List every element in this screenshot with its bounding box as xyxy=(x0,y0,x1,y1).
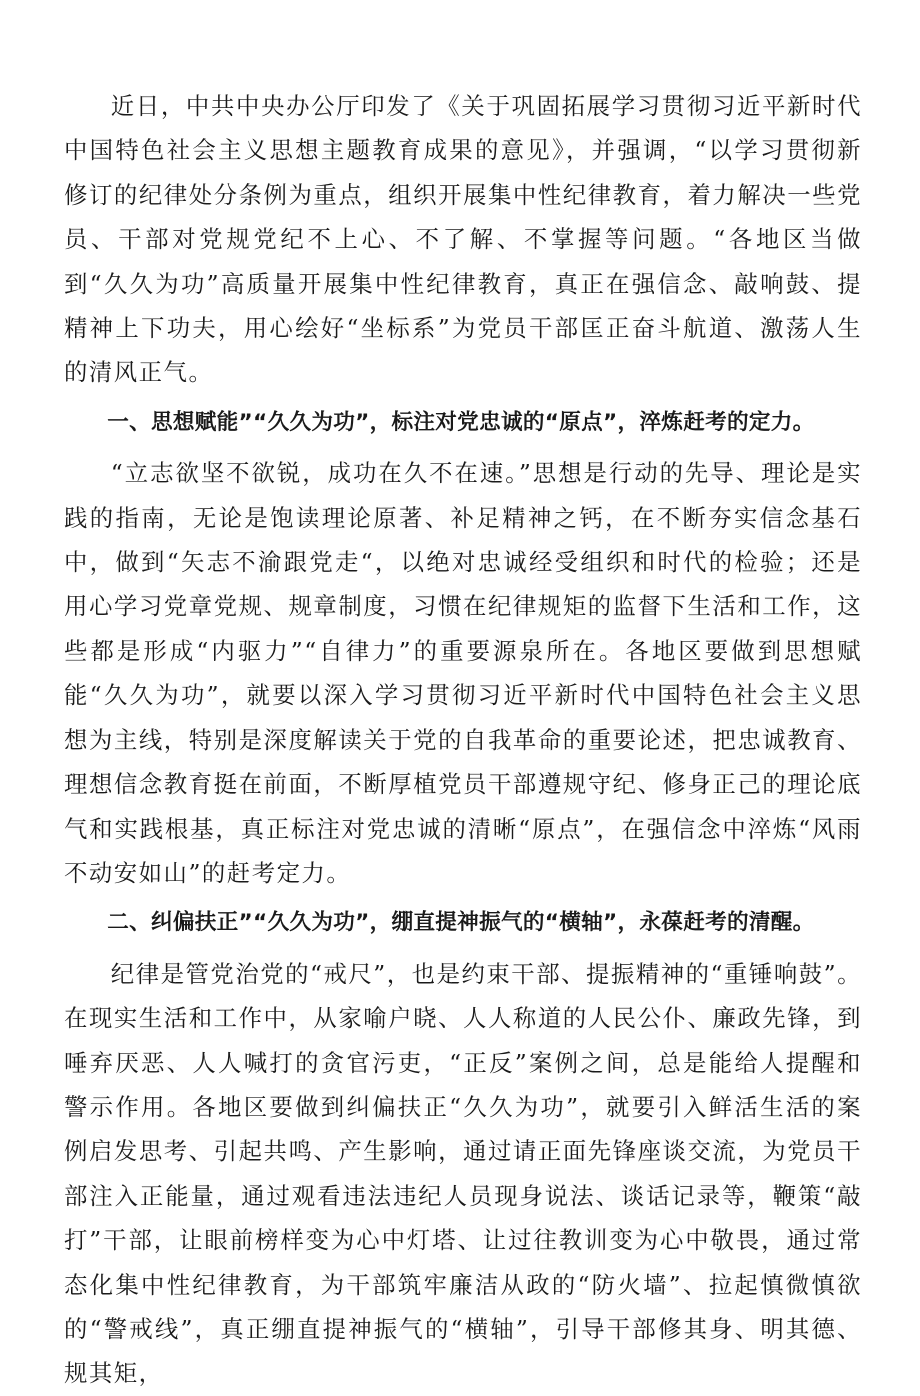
section-1-paragraph: “立志欲坚不欲锐，成功在久不在速。”思想是行动的先导、理论是实践的指南，无论是饱读理论原著、补足精神之钙，在不断夯实信念基石中，做到“矢志不渝跟党走“，以绝对忠诚经受组织和时代的检验；还是用心学习党章党规、规章制度，习惯在纪律规矩的监督下生活和工作，这些都是形成“内驱力”“自律力”的重要源泉所在。各地区要做到思想赋能“久久为功”，就要以深入学习贯彻习近平新时代中国特色社会主义思想为主线，特别是深度解读关于党的自我革命的重要论述，把忠诚教育、理想信念教育挺在前面，不断厚植党员干部遵规守纪、修身正己的理论底气和实践根基，真正标注对党忠诚的清晰“原点”，在强信念中淬炼“风雨不动安如山”的赶考定力。 xyxy=(64,459,862,887)
intro-paragraph: 近日，中共中央办公厅印发了《关于巩固拓展学习贯彻习近平新时代中国特色社会主义思想主题教育成果的意见》，并强调，“以学习贯彻新修订的纪律处分条例为重点，组织开展集中性纪律教育，着力解决一些党员、干部对党规党纪不上心、不了解、不掌握等问题。“各地区当做到“久久为功”高质量开展集中性纪律教育，真正在强信念、敲响鼓、提精神上下功夫，用心绘好“坐标系”为党员干部匡正奋斗航道、激荡人生的清风正气。 xyxy=(64,92,862,387)
section-2-paragraph: 纪律是管党治党的“戒尺”，也是约束干部、提振精神的“重锤响鼓”。在现实生活和工作中，从家喻户晓、人人称道的人民公仆、廉政先锋，到唾弃厌恶、人人喊打的贪官污吏，“正反”案例之间，总是能给人提醒和警示作用。各地区要做到纠偏扶正“久久为功”，就要引入鲜活生活的案例启发思考、引起共鸣、产生影响，通过请正面先锋座谈交流，为党员干部注入正能量，通过观看违法违纪人员现身说法、谈话记录等，鞭策“敲打”干部，让眼前榜样变为心中灯塔、让过往教训变为心中敬畏，通过常态化集中性纪律教育，为干部筑牢廉洁从政的“防火墙”、拉起慎微慎欲的“警戒线”，真正绷直提神振气的“横轴”，引导干部修其身、明其德、规其矩， xyxy=(64,959,862,1388)
section-heading-2: 二、纠偏扶正”“久久为功”，绷直提神振气的“横轴”，永葆赶考的清醒。 xyxy=(107,910,815,936)
section-heading-1: 一、思想赋能”“久久为功”，标注对党忠诚的“原点”，淬炼赶考的定力。 xyxy=(107,409,815,435)
